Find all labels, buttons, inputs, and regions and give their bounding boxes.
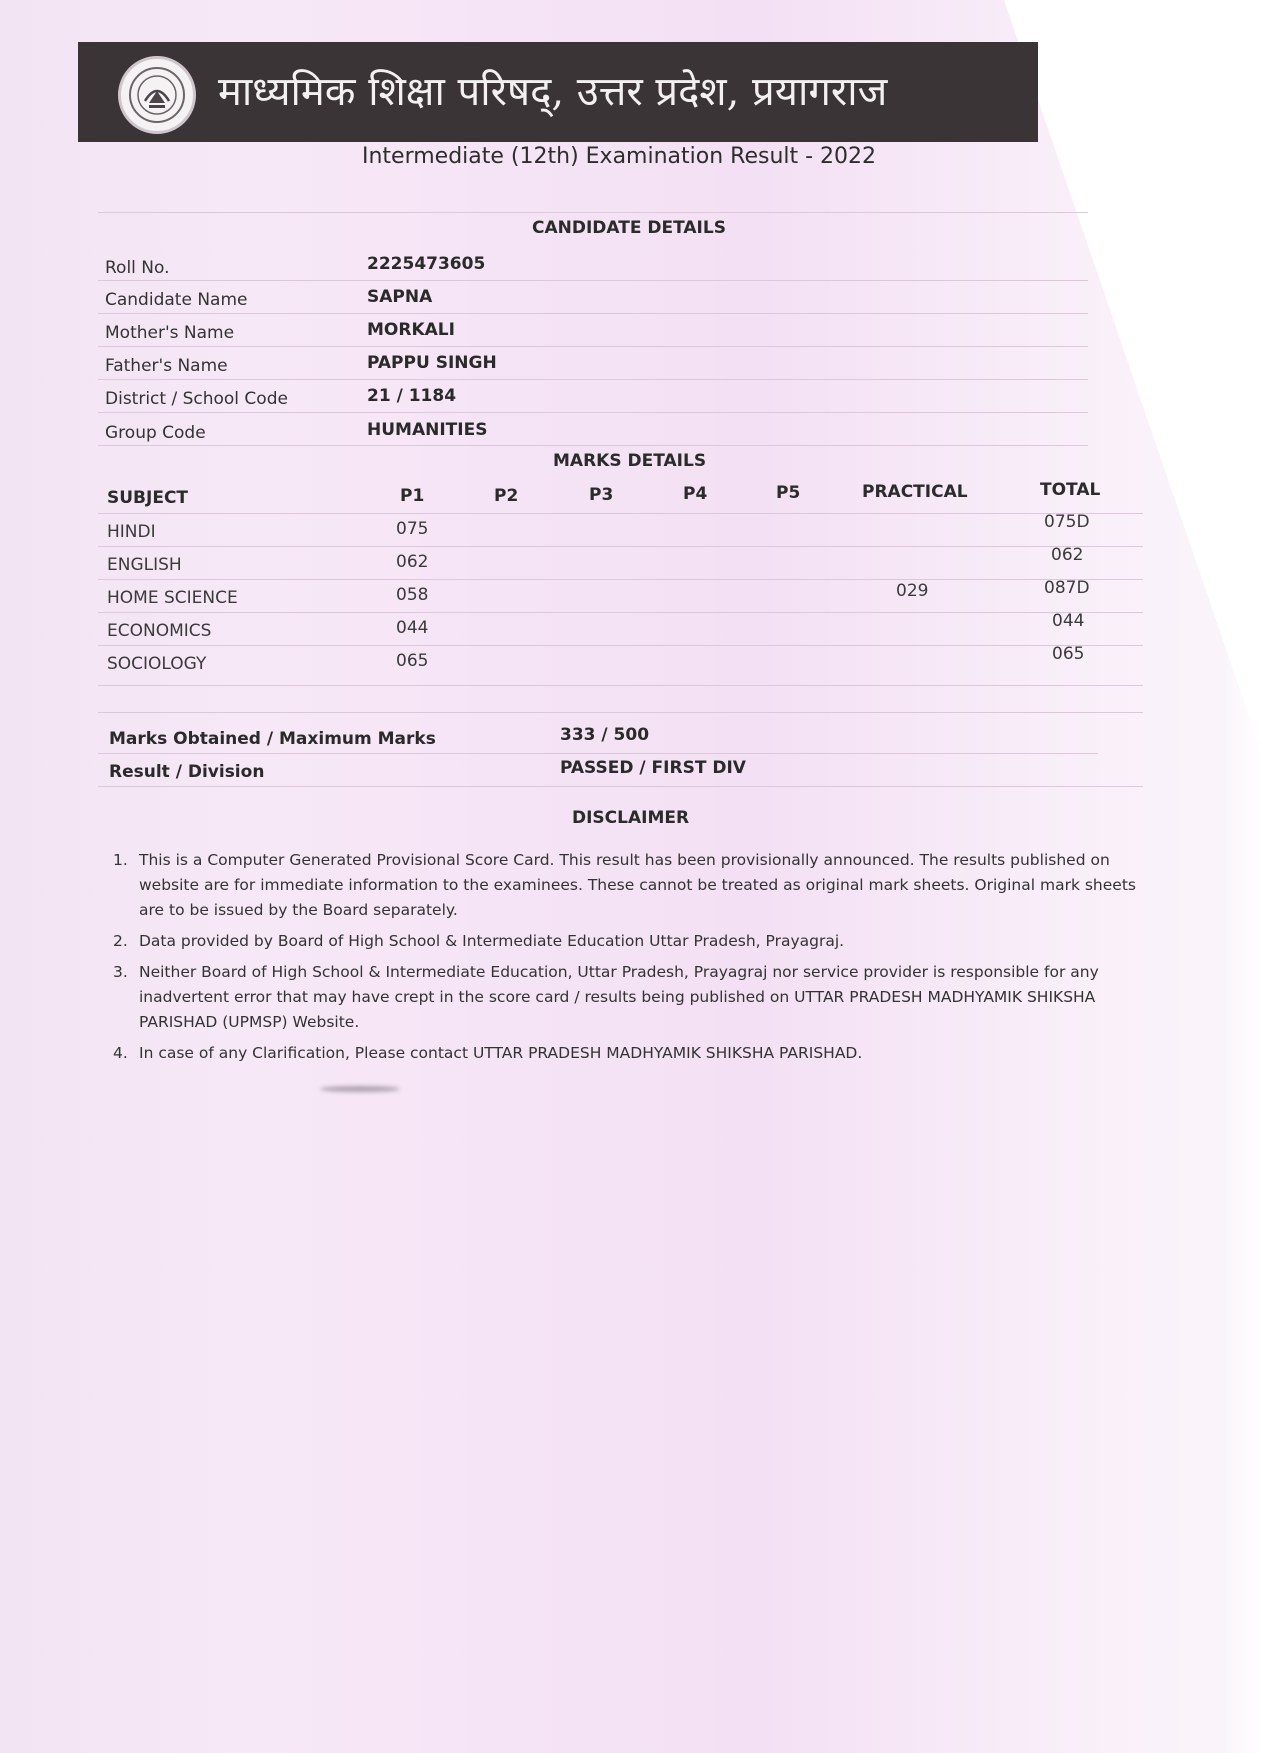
divider bbox=[98, 685, 1143, 686]
divider bbox=[98, 346, 1088, 347]
subject-name: SOCIOLOGY bbox=[107, 654, 207, 674]
subject-name: ENGLISH bbox=[107, 555, 182, 575]
divider bbox=[98, 212, 1088, 213]
fathers-name-label: Father's Name bbox=[105, 356, 228, 376]
item-number: 2. bbox=[113, 932, 128, 950]
item-number: 3. bbox=[113, 963, 128, 981]
divider bbox=[98, 786, 1143, 787]
roll-no-label: Roll No. bbox=[105, 258, 170, 278]
marks-obtained-label: Marks Obtained / Maximum Marks bbox=[109, 729, 436, 749]
mothers-name-label: Mother's Name bbox=[105, 323, 235, 343]
divider bbox=[98, 445, 1088, 446]
item-text: Neither Board of High School & Intermediate Education, Uttar Pradesh, Prayagraj nor service provider is responsible for any inadvertent error that may have crept in the score card / results being published on UTTAR PRADESH MADHYAMIK SHIKSHA PARISHAD (UPMSP) Website. bbox=[139, 963, 1099, 1031]
fathers-name-value: PAPPU SINGH bbox=[367, 353, 497, 373]
exam-title: Intermediate (12th) Examination Result - 2022 bbox=[362, 144, 877, 169]
practical-mark: 029 bbox=[896, 581, 929, 601]
item-text: In case of any Clarification, Please contact UTTAR PRADESH MADHYAMIK SHIKSHA PARISHAD. bbox=[139, 1044, 863, 1062]
divider bbox=[98, 313, 1088, 314]
col-header-p2: P2 bbox=[494, 486, 519, 506]
total-mark: 075D bbox=[1044, 512, 1090, 532]
group-code-value: HUMANITIES bbox=[367, 420, 488, 440]
p1-mark: 075 bbox=[396, 519, 429, 539]
disclaimer-item bbox=[113, 1041, 1143, 1066]
item-text: Data provided by Board of High School & Intermediate Education Uttar Pradesh, Prayagraj. bbox=[139, 932, 845, 950]
marks-obtained-value: 333 / 500 bbox=[560, 725, 650, 745]
district-school-code-label: District / School Code bbox=[105, 389, 288, 409]
marks-details-heading: MARKS DETAILS bbox=[553, 451, 707, 471]
group-code-label: Group Code bbox=[105, 423, 206, 443]
up-government-emblem-icon bbox=[118, 56, 196, 134]
divider bbox=[98, 579, 1143, 580]
subject-name: HOME SCIENCE bbox=[107, 588, 238, 608]
col-header-p1: P1 bbox=[400, 486, 425, 506]
disclaimer-item bbox=[113, 929, 1143, 954]
result-division-value: PASSED / FIRST DIV bbox=[560, 758, 746, 778]
p1-mark: 058 bbox=[396, 585, 429, 605]
result-division-label: Result / Division bbox=[109, 762, 265, 782]
divider bbox=[98, 379, 1088, 380]
col-header-practical: PRACTICAL bbox=[862, 482, 968, 502]
divider bbox=[98, 753, 1098, 754]
total-mark: 044 bbox=[1052, 611, 1085, 631]
candidate-name-value: SAPNA bbox=[367, 287, 433, 307]
candidate-details-heading: CANDIDATE DETAILS bbox=[532, 218, 726, 238]
divider bbox=[98, 712, 1143, 713]
total-mark: 065 bbox=[1052, 644, 1085, 664]
subject-name: HINDI bbox=[107, 522, 156, 542]
divider bbox=[98, 645, 1143, 646]
item-number: 1. bbox=[113, 851, 128, 869]
scan-smudge bbox=[320, 1086, 400, 1092]
p1-mark: 065 bbox=[396, 651, 429, 671]
total-mark: 087D bbox=[1044, 578, 1090, 598]
board-title: माध्यमिक शिक्षा परिषद्, उत्तर प्रदेश, प्रयागराज bbox=[218, 69, 888, 115]
divider bbox=[98, 412, 1088, 413]
mothers-name-value: MORKALI bbox=[367, 320, 455, 340]
district-school-code-value: 21 / 1184 bbox=[367, 386, 457, 406]
col-header-p4: P4 bbox=[683, 484, 708, 504]
divider bbox=[98, 612, 1143, 613]
col-header-p3: P3 bbox=[589, 485, 614, 505]
col-header-p5: P5 bbox=[776, 483, 801, 503]
total-mark: 062 bbox=[1051, 545, 1084, 565]
divider bbox=[98, 546, 1143, 547]
page-edge bbox=[1224, 0, 1264, 1753]
col-header-total: TOTAL bbox=[1040, 480, 1101, 500]
col-header-subject: SUBJECT bbox=[107, 488, 189, 508]
disclaimer-list bbox=[113, 848, 1143, 1072]
p1-mark: 044 bbox=[396, 618, 429, 638]
divider bbox=[98, 280, 1088, 281]
candidate-name-label: Candidate Name bbox=[105, 290, 248, 310]
divider bbox=[98, 513, 1143, 514]
p1-mark: 062 bbox=[396, 552, 429, 572]
item-text: This is a Computer Generated Provisional Score Card. This result has been provisionally announced. The results published on website are for immediate information to the examinees. These cannot be treated as original mark sheets. Original mark sheets are to be issued by the Board separately. bbox=[139, 851, 1136, 919]
disclaimer-heading: DISCLAIMER bbox=[572, 808, 690, 828]
disclaimer-item bbox=[113, 848, 1143, 923]
item-number: 4. bbox=[113, 1044, 128, 1062]
roll-no-value: 2225473605 bbox=[367, 254, 486, 274]
subject-name: ECONOMICS bbox=[107, 621, 212, 641]
disclaimer-item bbox=[113, 960, 1143, 1035]
